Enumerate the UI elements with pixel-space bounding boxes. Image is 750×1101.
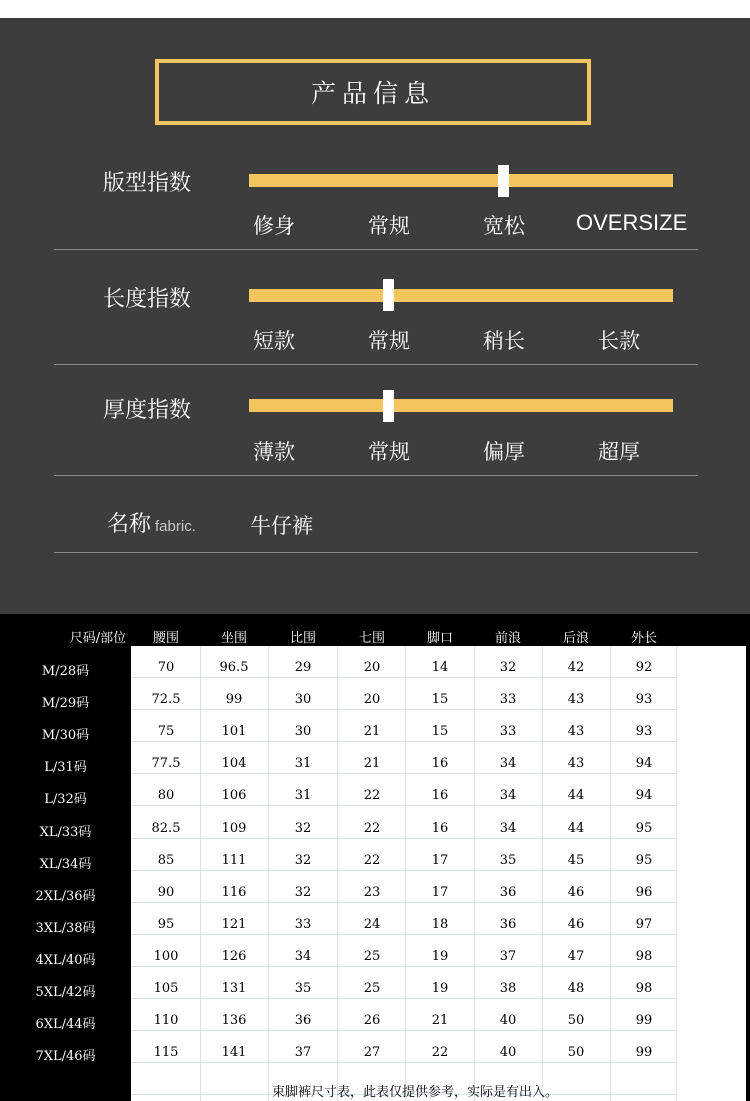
size-table-cell: 34: [294, 949, 312, 964]
length-option-2: 常规: [368, 329, 410, 353]
size-table-cell: 21: [431, 1013, 449, 1028]
size-table-cell: 98: [635, 949, 653, 964]
size-table-cell: 50: [567, 1013, 585, 1028]
size-table-cell: 15: [431, 724, 449, 739]
grid-line: [131, 773, 676, 774]
fabric-value: 牛仔裤: [250, 514, 313, 538]
size-table-cell: 99: [225, 692, 243, 707]
size-table-cell: 101: [221, 724, 247, 739]
size-table-cell: 19: [431, 949, 449, 964]
divider: [54, 249, 698, 250]
size-table-cell: 36: [294, 1013, 312, 1028]
size-table-cell: 96.5: [219, 660, 249, 675]
size-table-cell: 22: [363, 788, 381, 803]
size-table-cell: 17: [431, 853, 449, 868]
size-row-label: M/28码: [41, 664, 90, 679]
size-table-cell: 16: [431, 788, 449, 803]
size-table-cell: 29: [294, 660, 312, 675]
size-table-cell: 33: [499, 692, 517, 707]
size-table-cell: 25: [363, 981, 381, 996]
size-table-cell: 21: [363, 724, 381, 739]
size-table-cell: 34: [499, 756, 517, 771]
size-table-cell: 27: [363, 1045, 381, 1060]
size-table-cell: 104: [221, 756, 247, 771]
size-table-cell: 47: [567, 949, 585, 964]
thickness-index-marker: [383, 390, 394, 422]
length-option-4: 长款: [598, 329, 640, 353]
size-table-cell: 36: [499, 917, 517, 932]
size-table-cell: 80: [157, 788, 175, 803]
size-table-cell: 44: [567, 821, 585, 836]
size-table-cell: 30: [294, 724, 312, 739]
length-index-track: [249, 289, 673, 302]
grid-line: [131, 709, 676, 710]
section-title-text: 产品信息: [310, 79, 435, 108]
size-table-cell: 24: [363, 917, 381, 932]
size-table-cell: 126: [221, 949, 247, 964]
size-table-cell: 77.5: [151, 756, 181, 771]
grid-line: [131, 1030, 676, 1031]
size-table-cell: 48: [567, 981, 585, 996]
size-table-cell: 94: [635, 788, 653, 803]
size-header-cell: 七围: [358, 631, 385, 646]
size-table-cell: 109: [221, 821, 247, 836]
size-table-cell: 20: [363, 660, 381, 675]
size-header-cell: 腰围: [152, 631, 179, 646]
size-header-cell: 坐围: [220, 631, 247, 646]
size-table-cell: 95: [635, 821, 653, 836]
size-row-label: M/29码: [41, 696, 90, 711]
grid-line: [131, 677, 676, 678]
size-table-cell: 50: [567, 1045, 585, 1060]
grid-line: [131, 870, 676, 871]
length-option-1: 短款: [253, 329, 295, 353]
length-index-label: 长度指数: [103, 287, 192, 312]
length-index-marker: [383, 279, 394, 311]
size-table-cell: 34: [499, 788, 517, 803]
size-table-right-edge: [746, 646, 750, 1101]
fabric-label-cn: 名称: [107, 512, 152, 537]
size-header-cell: 后浪: [562, 631, 589, 646]
size-table-cell: 14: [431, 660, 449, 675]
size-table-cell: 96: [635, 885, 653, 900]
size-table-cell: 42: [567, 660, 585, 675]
size-table-cell: 111: [221, 853, 247, 868]
size-table-cell: 99: [635, 1013, 653, 1028]
size-table-header-right: [676, 614, 750, 646]
size-table-cell: 37: [499, 949, 517, 964]
size-table-cell: 46: [567, 917, 585, 932]
grid-line: [131, 741, 676, 742]
size-table-cell: 43: [567, 724, 585, 739]
size-table-cell: 22: [431, 1045, 449, 1060]
size-table-cell: 33: [499, 724, 517, 739]
size-table-cell: 116: [221, 885, 247, 900]
grid-line: [676, 646, 677, 1101]
size-table-cell: 40: [499, 1045, 517, 1060]
size-table-cell: 95: [635, 853, 653, 868]
grid-line: [131, 1062, 676, 1063]
size-table-cell: 22: [363, 853, 381, 868]
size-table-cell: 25: [363, 949, 381, 964]
size-table-cell: 70: [157, 660, 175, 675]
size-table-cell: 37: [294, 1045, 312, 1060]
size-table-cell: 26: [363, 1013, 381, 1028]
grid-line: [131, 902, 676, 903]
size-table-cell: 31: [294, 788, 312, 803]
size-row-label: L/32码: [44, 792, 87, 807]
size-header-corner: 尺码/部位: [69, 631, 127, 646]
fabric-label: [107, 507, 196, 538]
section-title: [155, 59, 591, 125]
size-table-cell: 115: [153, 1045, 179, 1060]
fit-option-2: 常规: [368, 214, 410, 238]
size-header-cell: 脚口: [426, 631, 453, 646]
size-table-cell: 93: [635, 724, 653, 739]
grid-line: [131, 998, 676, 999]
size-row-label: 7XL/46码: [35, 1049, 96, 1064]
size-table-cell: 75: [157, 724, 175, 739]
thickness-option-2: 常规: [368, 440, 410, 464]
thickness-index-track: [249, 399, 673, 412]
thickness-option-3: 偏厚: [483, 440, 525, 464]
size-row-label: M/30码: [41, 728, 90, 743]
size-table-cell: 99: [635, 1045, 653, 1060]
size-table-cell: 82.5: [151, 821, 181, 836]
size-table-cell: 21: [363, 756, 381, 771]
size-row-label: 5XL/42码: [35, 985, 96, 1000]
size-table-cell: 32: [294, 885, 312, 900]
size-table-cell: 90: [157, 885, 175, 900]
thickness-option-4: 超厚: [598, 440, 640, 464]
size-table-cell: 30: [294, 692, 312, 707]
size-row-label: L/31码: [44, 760, 87, 775]
size-table-cell: 43: [567, 756, 585, 771]
size-table-cell: 72.5: [151, 692, 181, 707]
size-row-label: 2XL/36码: [35, 889, 96, 904]
size-table-cell: 45: [567, 853, 585, 868]
size-table-cell: 98: [635, 981, 653, 996]
size-header-cell: 比围: [289, 631, 316, 646]
size-row-label: 6XL/44码: [35, 1017, 96, 1032]
size-table-cell: 36: [499, 885, 517, 900]
fabric-label-en: fabric.: [155, 518, 196, 535]
divider: [54, 364, 698, 365]
grid-line: [542, 646, 543, 1101]
size-table-cell: 16: [431, 756, 449, 771]
size-table-cell: 136: [221, 1013, 247, 1028]
size-table-cell: 44: [567, 788, 585, 803]
size-header-cell: 前浪: [494, 631, 521, 646]
size-table-cell: 93: [635, 692, 653, 707]
size-table-cell: 33: [294, 917, 312, 932]
size-row-label: XL/34码: [39, 857, 92, 872]
fit-option-3: 宽松: [483, 214, 525, 238]
fit-index-track: [249, 174, 673, 187]
size-table-cell: 32: [294, 821, 312, 836]
divider: [54, 475, 698, 476]
size-table-cell: 141: [221, 1045, 247, 1060]
grid-line: [200, 646, 201, 1101]
grid-line: [337, 646, 338, 1101]
size-table-cell: 95: [157, 917, 175, 932]
grid-line: [474, 646, 475, 1101]
size-table-cell: 34: [499, 821, 517, 836]
size-table-cell: 20: [363, 692, 381, 707]
size-row-label: 3XL/38码: [35, 921, 96, 936]
size-table-cell: 110: [153, 1013, 179, 1028]
size-table-cell: 106: [221, 788, 247, 803]
size-table-cell: 16: [431, 821, 449, 836]
grid-line: [131, 934, 676, 935]
size-table-cell: 23: [363, 885, 381, 900]
grid-line: [131, 805, 676, 806]
size-table-cell: 18: [431, 917, 449, 932]
size-table-cell: 46: [567, 885, 585, 900]
size-table-cell: 43: [567, 692, 585, 707]
size-table-cell: 38: [499, 981, 517, 996]
size-row-label: XL/33码: [39, 825, 92, 840]
size-table-cell: 35: [294, 981, 312, 996]
size-table-cell: 22: [363, 821, 381, 836]
size-table-cell: 92: [635, 660, 653, 675]
fit-index-marker: [498, 165, 509, 197]
grid-line: [610, 646, 611, 1101]
size-table-cell: 94: [635, 756, 653, 771]
size-header-cell: 外长: [630, 631, 657, 646]
size-table-cell: 32: [294, 853, 312, 868]
grid-line: [131, 966, 676, 967]
size-table-cell: 15: [431, 692, 449, 707]
size-table-cell: 100: [153, 949, 179, 964]
size-table-cell: 17: [431, 885, 449, 900]
grid-line: [268, 646, 269, 1101]
top-strip: [0, 0, 750, 18]
thickness-option-1: 薄款: [253, 440, 295, 464]
size-table-cell: 19: [431, 981, 449, 996]
size-row-label: 4XL/40码: [35, 953, 96, 968]
grid-line: [405, 646, 406, 1101]
fit-option-4: OVERSIZE: [576, 210, 688, 235]
size-table-cell: 131: [221, 981, 247, 996]
size-table-cell: 35: [499, 853, 517, 868]
size-table-cell: 40: [499, 1013, 517, 1028]
size-table-cell: 85: [157, 853, 175, 868]
length-option-3: 稍长: [483, 329, 525, 353]
size-table-cell: 105: [153, 981, 179, 996]
thickness-index-label: 厚度指数: [103, 398, 192, 423]
size-table-cell: 31: [294, 756, 312, 771]
size-table-cell: 97: [635, 917, 653, 932]
size-table-cell: 32: [499, 660, 517, 675]
size-table-footnote: 束脚裤尺寸表，此表仅提供参考，实际是有出入。: [272, 1085, 559, 1100]
grid-line: [131, 838, 676, 839]
fit-option-1: 修身: [253, 214, 295, 238]
fit-index-label: 版型指数: [103, 171, 192, 196]
size-table-cell: 121: [221, 917, 247, 932]
divider: [54, 552, 698, 553]
